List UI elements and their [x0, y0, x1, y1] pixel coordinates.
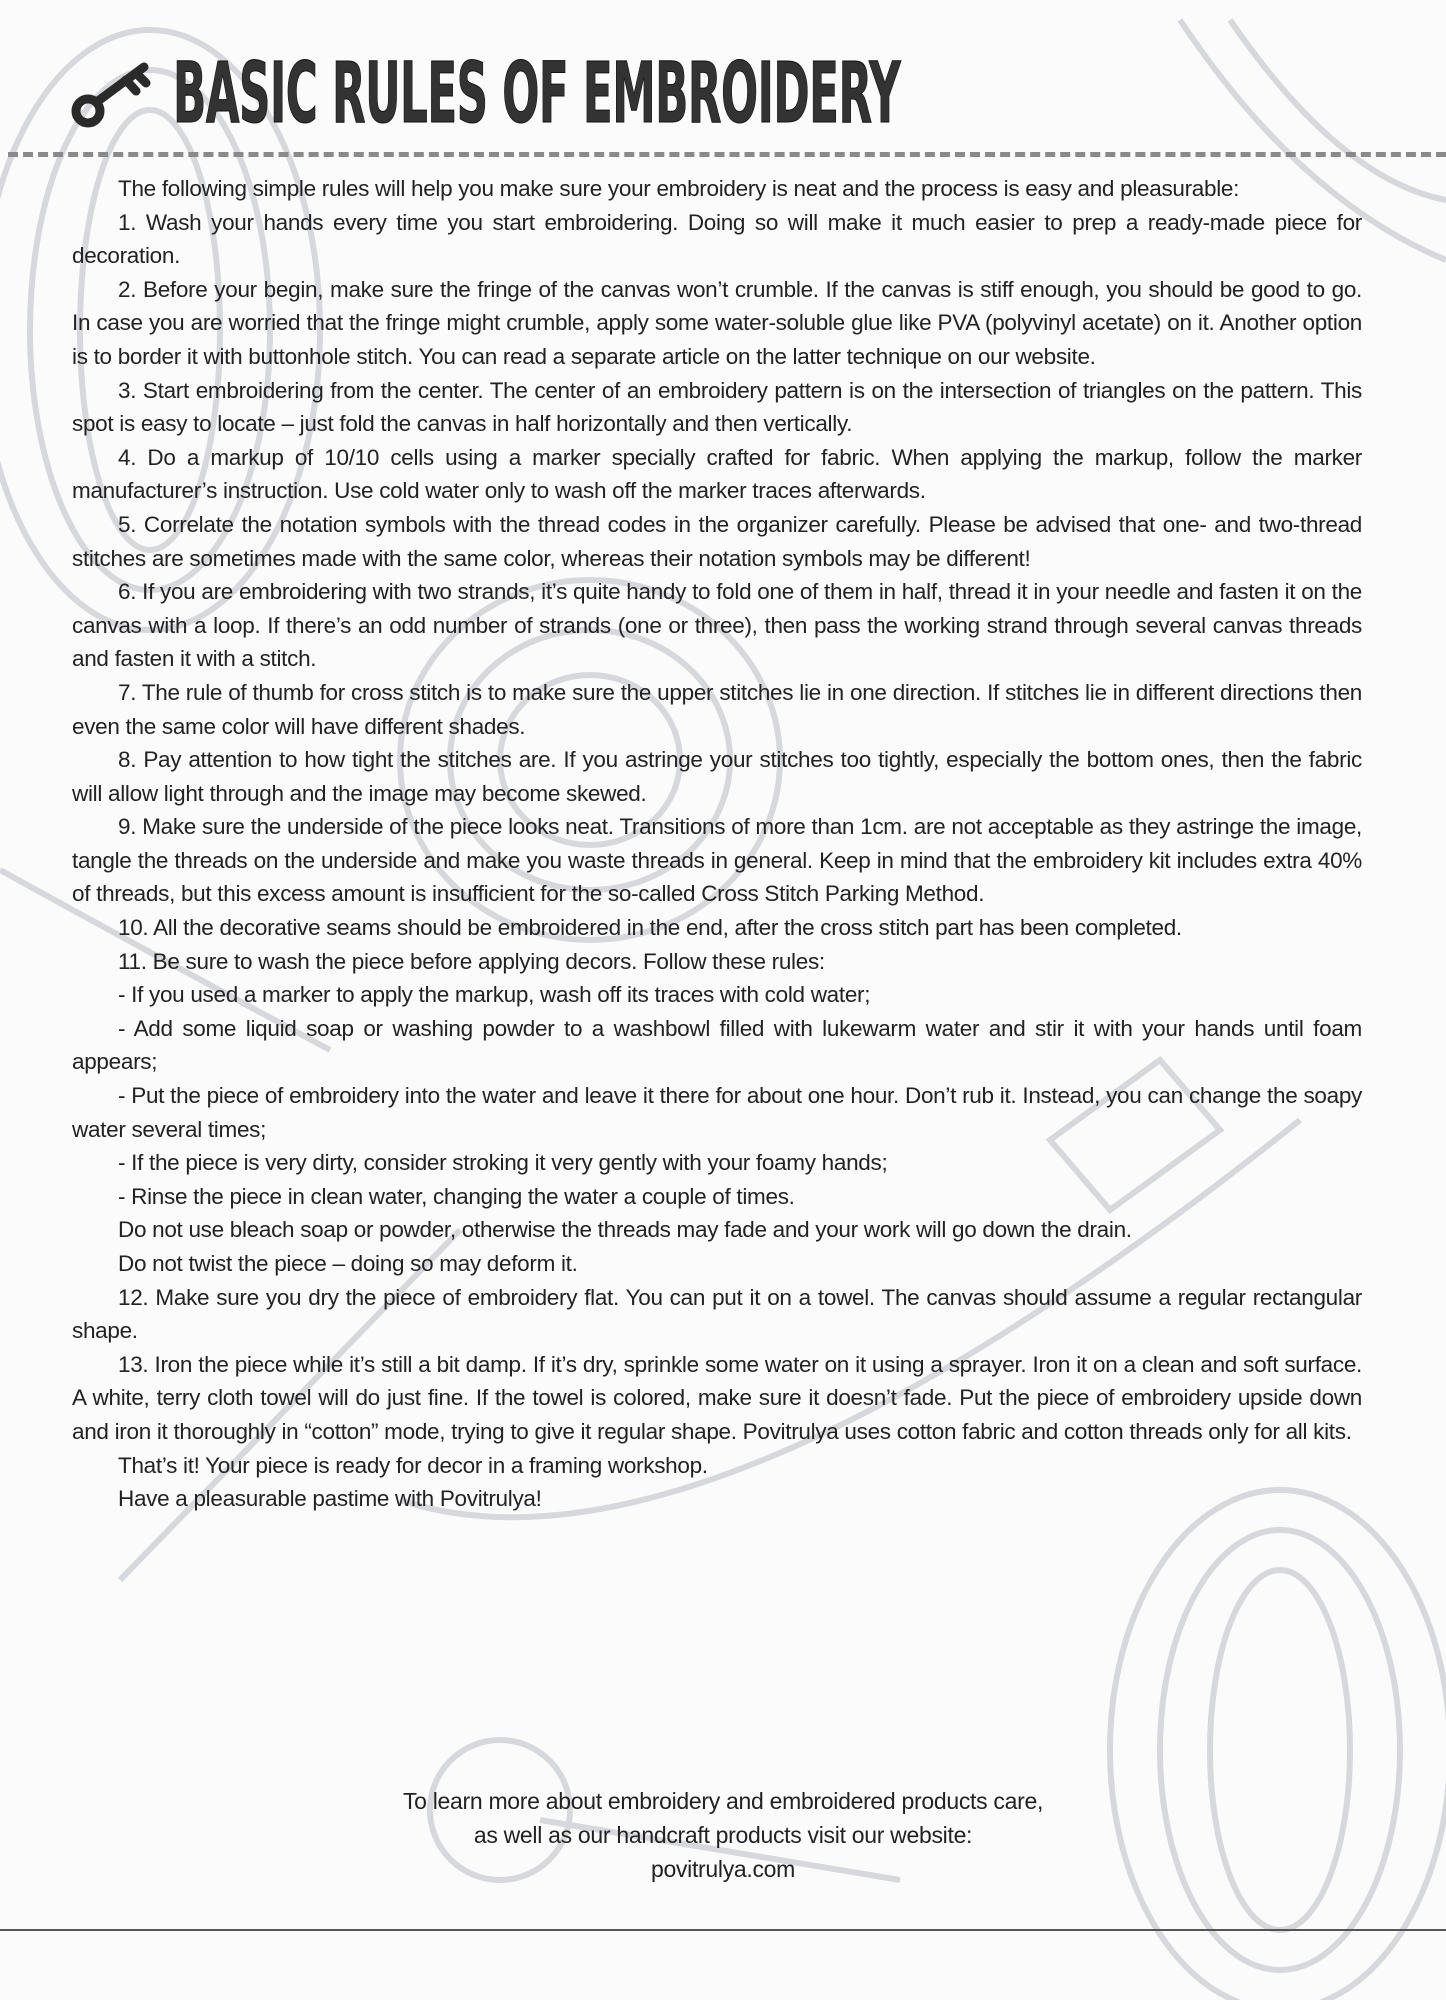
page-header [66, 44, 1446, 142]
rule-paragraph: - If you used a marker to apply the markup, wash off its traces with cold water; [118, 982, 871, 1008]
rule-paragraph: Have a pleasurable pastime with Povitrulya! [118, 1486, 542, 1512]
footer [0, 1784, 1446, 1886]
key-icon [66, 53, 161, 133]
rule-paragraph: 13. Iron the piece while it’s still a bit damp. If it’s dry, sprinkle some water on it using a sprayer. Iron it on a clean and soft surface. A white, terry cloth towel will do just fine. If the towel is colored, make sure it doesn’t fade. Put the piece of embroidery upside down and iron it thoroughly in “cotton” mode, trying to give it regular shape. Povitrulya uses cotton fabric and cotton threads only for all kits. [72, 1351, 1362, 1444]
rule-paragraph: - If the piece is very dirty, consider stroking it very gently with your foamy hands; [118, 1150, 888, 1176]
page-title: BASIC RULES OF EMBROIDERY [173, 44, 901, 142]
rule-paragraph: 12. Make sure you dry the piece of embroidery flat. You can put it on a towel. The canvas should assume a regular rectangular shape. [72, 1284, 1362, 1344]
rule-paragraph: - Add some liquid soap or washing powder to a washbowl filled with lukewarm water and stir it with your hands until foam appears; [72, 1015, 1362, 1075]
bottom-rule [0, 1929, 1446, 1931]
rule-paragraph: 10. All the decorative seams should be embroidered in the end, after the cross stitch part has been completed. [118, 915, 1182, 941]
rule-paragraph: - Put the piece of embroidery into the water and leave it there for about one hour. Don’t rub it. Instead, you can change the soapy water several times; [72, 1083, 1362, 1142]
rule-paragraph: 7. The rule of thumb for cross stitch is to make sure the upper stitches lie in one direction. If stitches lie in different directions then even the same color will have different shades. [72, 679, 1362, 739]
rules-body [72, 172, 1362, 1516]
rule-paragraph: 5. Correlate the notation symbols with the thread codes in the organizer carefully. Please be advised that one- and two-thread stitches are sometimes made with the same color, whereas their notation symbols may be different! [72, 511, 1362, 571]
rule-paragraph: 6. If you are embroidering with two strands, it’s quite handy to fold one of them in half, thread it in your needle and fasten it on the canvas with a loop. If there’s an odd number of strands (one or three), then pass the working strand through several canvas threads and fasten it with a stitch. [72, 579, 1362, 672]
rule-paragraph: 11. Be sure to wash the piece before applying decors. Follow these rules: [118, 948, 825, 974]
rule-paragraph: Do not use bleach soap or powder, otherwise the threads may fade and your work will go down the drain. [118, 1217, 1132, 1243]
rule-paragraph: The following simple rules will help you make sure your embroidery is neat and the process is easy and pleasurable: [118, 176, 1240, 201]
rule-paragraph: Do not twist the piece – doing so may deform it. [118, 1251, 578, 1276]
rule-paragraph: - Rinse the piece in clean water, changing the water a couple of times. [118, 1183, 795, 1209]
footer-line-1: To learn more about embroidery and embroidered products care, [402, 1788, 1044, 1814]
rule-paragraph: 3. Start embroidering from the center. The center of an embroidery pattern is on the intersection of triangles on the pattern. This spot is easy to locate – just fold the canvas in half horizontally and then vertically. [72, 377, 1362, 437]
rule-paragraph: 4. Do a markup of 10/10 cells using a marker specially crafted for fabric. When applying the markup, follow the marker manufacturer’s instruction. Use cold water only to wash off the marker traces afterwards. [72, 444, 1362, 504]
rule-paragraph: 8. Pay attention to how tight the stitches are. If you astringe your stitches too tightly, especially the bottom ones, then the fabric will allow light through and the image may become skewed. [72, 747, 1362, 806]
dashed-divider [8, 152, 1446, 157]
rule-paragraph: 1. Wash your hands every time you start embroidering. Doing so will make it much easier to prep a ready-made piece for decoration. [72, 209, 1362, 269]
website-link[interactable]: povitrulya.com [650, 1856, 796, 1882]
rule-paragraph: 9. Make sure the underside of the piece looks neat. Transitions of more than 1cm. are not acceptable as they astringe the image, tangle the threads on the underside and make you waste threads in general. Keep in mind that the embroidery kit includes extra 40% of threads, but this excess amount is insufficient for the so-called Cross Stitch Parking Method. [72, 814, 1362, 907]
rule-paragraph: That’s it! Your piece is ready for decor in a framing workshop. [118, 1452, 708, 1478]
footer-line-2: as well as our handcraft products visit our website: [473, 1822, 973, 1848]
rule-paragraph: 2. Before your begin, make sure the fringe of the canvas won’t crumble. If the canvas is stiff enough, you should be good to go. In case you are worried that the fringe might crumble, apply some water-soluble glue like PVA (polyvinyl acetate) on it. Another option is to border it with buttonhole stitch. You can read a separate article on the latter technique on our website. [72, 276, 1362, 369]
